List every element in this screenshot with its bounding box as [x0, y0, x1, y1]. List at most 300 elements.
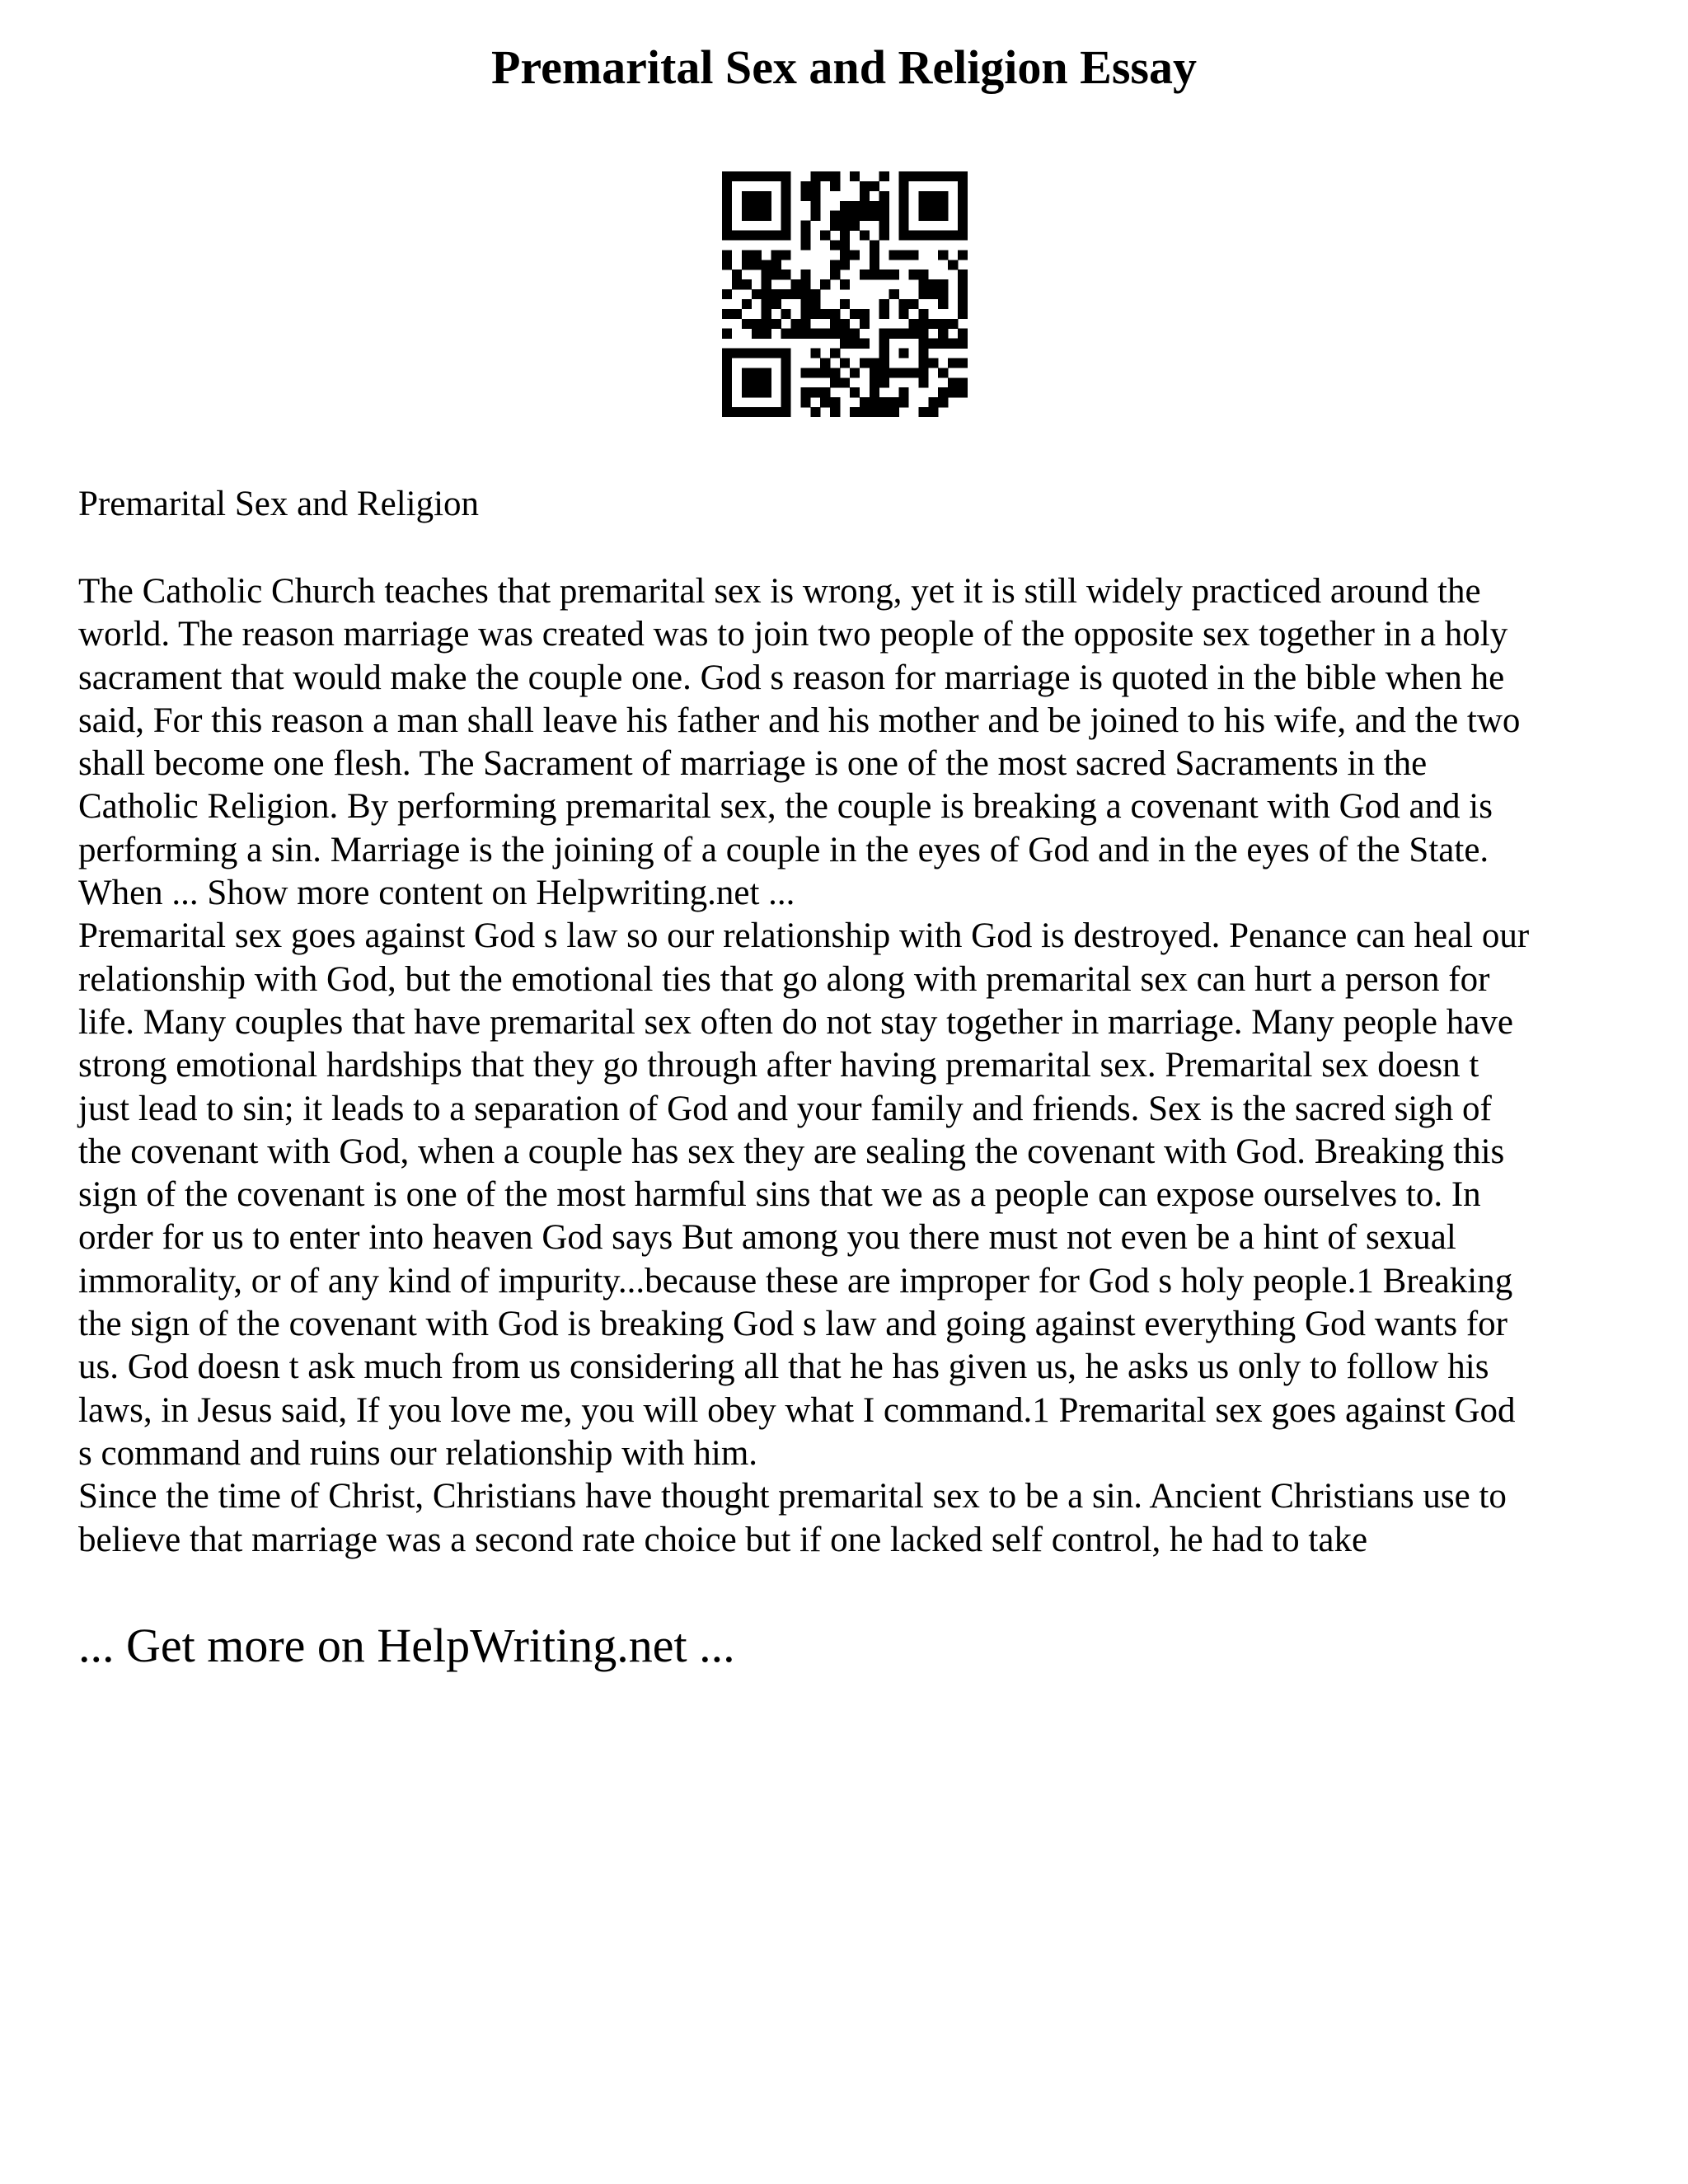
qr-module [948, 377, 958, 387]
body-line: said, For this reason a man shall leave his father and his mother and be joined to his wife, and the two [78, 701, 1521, 740]
qr-module [860, 181, 870, 191]
qr-module [840, 358, 850, 368]
qr-module [958, 201, 968, 211]
qr-module [742, 171, 752, 181]
qr-module [752, 171, 762, 181]
qr-module [800, 289, 810, 299]
body-line: us. God doesn t ask much from us considering all that he has given us, he asks us only to follow his [78, 1347, 1489, 1387]
qr-module [918, 309, 928, 319]
body-line: believe that marriage was a second rate choice but if one lacked self control, he had to take [78, 1520, 1368, 1559]
qr-module [781, 231, 791, 241]
qr-module [790, 279, 800, 289]
qr-module [908, 171, 918, 181]
qr-module [908, 368, 918, 377]
qr-module [830, 181, 840, 191]
qr-module [800, 231, 810, 241]
qr-module [762, 319, 771, 329]
qr-module [781, 309, 791, 319]
qr-module [800, 191, 810, 201]
qr-module [840, 339, 850, 349]
qr-module [820, 231, 830, 241]
qr-module [781, 407, 791, 417]
qr-module [771, 299, 781, 309]
qr-module [899, 171, 909, 181]
qr-module [722, 349, 732, 359]
qr-module [722, 377, 732, 387]
qr-module [889, 250, 899, 260]
qr-module [840, 231, 850, 241]
qr-module [918, 339, 928, 349]
qr-module [742, 299, 752, 309]
qr-module [850, 407, 860, 417]
qr-module [918, 358, 928, 368]
qr-module [879, 211, 889, 221]
get-more-link[interactable]: ... Get more on HelpWriting.net ... [78, 1619, 735, 1672]
qr-module [840, 329, 850, 339]
qr-module [870, 269, 879, 279]
qr-module [800, 221, 810, 231]
qr-module [762, 329, 771, 339]
qr-module [781, 269, 791, 279]
qr-module [742, 407, 752, 417]
qr-module [918, 201, 928, 211]
qr-module [879, 358, 889, 368]
qr-module [860, 231, 870, 241]
qr-module [810, 387, 820, 397]
qr-module [800, 319, 810, 329]
qr-module [879, 339, 889, 349]
qr-module [820, 329, 830, 339]
qr-module [899, 231, 909, 241]
qr-module [958, 309, 968, 319]
qr-module [752, 319, 762, 329]
qr-module [830, 269, 840, 279]
qr-module [908, 329, 918, 339]
body-line[interactable]: When ... Show more content on Helpwriting.net ... [78, 874, 795, 913]
qr-module [948, 339, 958, 349]
qr-module [938, 299, 948, 309]
qr-module [879, 329, 889, 339]
qr-module [870, 260, 879, 269]
qr-module [762, 231, 771, 241]
qr-module [928, 358, 938, 368]
qr-module [850, 221, 860, 231]
qr-module [899, 397, 909, 407]
qr-module [840, 299, 850, 309]
qr-module [800, 181, 810, 191]
qr-module [820, 309, 830, 319]
qr-module [742, 201, 752, 211]
qr-module [918, 349, 928, 359]
qr-module [742, 377, 752, 387]
qr-module [860, 407, 870, 417]
qr-module [722, 358, 732, 368]
qr-module [830, 240, 840, 250]
qr-module [771, 231, 781, 241]
qr-module [752, 329, 762, 339]
qr-module [830, 211, 840, 221]
qr-module [790, 319, 800, 329]
qr-module [752, 289, 762, 299]
qr-module [771, 171, 781, 181]
qr-module [781, 250, 791, 260]
qr-module [938, 191, 948, 201]
qr-module [722, 231, 732, 241]
qr-module [928, 289, 938, 299]
qr-module [870, 407, 879, 417]
qr-module [830, 171, 840, 181]
qr-module [938, 329, 948, 339]
qr-module [830, 407, 840, 417]
qr-module [870, 387, 879, 397]
qr-module [820, 171, 830, 181]
qr-module [800, 368, 810, 377]
qr-module [918, 279, 928, 289]
qr-module [899, 201, 909, 211]
qr-module [810, 171, 820, 181]
qr-module [800, 387, 810, 397]
qr-module [830, 377, 840, 387]
qr-module [752, 377, 762, 387]
qr-module [870, 397, 879, 407]
qr-module [752, 387, 762, 397]
qr-module [742, 231, 752, 241]
qr-module [889, 397, 899, 407]
qr-module [899, 329, 909, 339]
qr-module [820, 387, 830, 397]
qr-module [899, 211, 909, 221]
qr-module [781, 191, 791, 201]
qr-module [938, 339, 948, 349]
body-line: relationship with God, but the emotional ties that go along with premarital sex can hurt a person for [78, 959, 1490, 999]
qr-module [948, 358, 958, 368]
qr-module [762, 289, 771, 299]
qr-module [879, 191, 889, 201]
qr-module [879, 171, 889, 181]
qr-module [752, 407, 762, 417]
qr-module [928, 171, 938, 181]
qr-module [722, 289, 732, 299]
essay-body [78, 570, 1628, 1562]
qr-module [879, 349, 889, 359]
body-line: sacrament that would make the couple one. God s reason for marriage is quoted in the bible when he [78, 658, 1505, 697]
qr-module [771, 260, 781, 269]
body-line: life. Many couples that have premarital sex often do not stay together in marriage. Many people have [78, 1002, 1513, 1042]
qr-module [840, 260, 850, 269]
qr-module [732, 407, 742, 417]
qr-module [810, 181, 820, 191]
qr-module [840, 377, 850, 387]
qr-module [860, 211, 870, 221]
qr-module [928, 231, 938, 241]
body-line: strong emotional hardships that they go through after having premarital sex. Premarital sex doesn t [78, 1046, 1479, 1085]
qr-module [928, 191, 938, 201]
qr-module [938, 211, 948, 221]
qr-module [752, 231, 762, 241]
qr-module [781, 368, 791, 377]
body-line: sign of the covenant is one of the most harmful sins that we as a people can expose ourselves to. In [78, 1175, 1481, 1215]
qr-module [752, 349, 762, 359]
qr-module [742, 260, 752, 269]
qr-module [928, 319, 938, 329]
qr-module [918, 289, 928, 299]
qr-module [742, 279, 752, 289]
qr-module [762, 191, 771, 201]
qr-module [850, 329, 860, 339]
body-line: order for us to enter into heaven God says But among you there must not even be a hint of sexual [78, 1218, 1456, 1258]
qr-module [820, 358, 830, 368]
qr-module [781, 358, 791, 368]
qr-module [771, 349, 781, 359]
qr-module [722, 171, 732, 181]
qr-code-icon [722, 171, 968, 417]
qr-module [948, 387, 958, 397]
qr-module [722, 201, 732, 211]
qr-module [732, 279, 742, 289]
qr-module [918, 377, 928, 387]
qr-module [781, 201, 791, 211]
qr-module [889, 269, 899, 279]
qr-module [879, 299, 889, 309]
qr-module [781, 349, 791, 359]
qr-module [800, 240, 810, 250]
qr-module [850, 171, 860, 181]
qr-module [908, 269, 918, 279]
qr-module [918, 407, 928, 417]
qr-module [722, 397, 732, 407]
qr-module [860, 397, 870, 407]
qr-module [938, 387, 948, 397]
qr-module [790, 329, 800, 339]
qr-module [722, 211, 732, 221]
qr-module [840, 211, 850, 221]
qr-module [870, 181, 879, 191]
qr-module [762, 349, 771, 359]
qr-module [899, 387, 909, 397]
qr-module [958, 231, 968, 241]
qr-module [800, 397, 810, 407]
qr-module [938, 201, 948, 211]
qr-module [830, 368, 840, 377]
qr-module [722, 250, 732, 260]
qr-module [771, 269, 781, 279]
qr-module [722, 181, 732, 191]
qr-module [762, 299, 771, 309]
qr-module [889, 407, 899, 417]
qr-module [870, 201, 879, 211]
qr-module [732, 231, 742, 241]
qr-module [762, 387, 771, 397]
qr-module [938, 279, 948, 289]
qr-module [899, 299, 909, 309]
qr-module [928, 279, 938, 289]
qr-module [830, 260, 840, 269]
qr-module [771, 289, 781, 299]
qr-module [908, 250, 918, 260]
qr-module [918, 231, 928, 241]
qr-module [938, 319, 948, 329]
qr-module [879, 407, 889, 417]
qr-module [870, 377, 879, 387]
qr-module [840, 279, 850, 289]
qr-module [870, 240, 879, 250]
qr-module [899, 191, 909, 201]
qr-module [722, 407, 732, 417]
qr-module [860, 339, 870, 349]
qr-module [810, 201, 820, 211]
qr-module [742, 250, 752, 260]
body-line: shall become one flesh. The Sacrament of marriage is one of the most sacred Sacraments in the [78, 744, 1428, 784]
qr-module [722, 221, 732, 231]
qr-module [742, 368, 752, 377]
body-line: Since the time of Christ, Christians have thought premarital sex to be a sin. Ancient Christians use to [78, 1477, 1507, 1516]
qr-module [752, 368, 762, 377]
qr-module [860, 269, 870, 279]
qr-module [850, 368, 860, 377]
qr-module [958, 171, 968, 181]
body-line: The Catholic Church teaches that premarital sex is wrong, yet it is still widely practiced around the [78, 572, 1481, 611]
qr-module [781, 181, 791, 191]
qr-module [879, 201, 889, 211]
qr-module [870, 250, 879, 260]
qr-module [830, 397, 840, 407]
qr-module [938, 397, 948, 407]
qr-module [850, 387, 860, 397]
qr-module [790, 289, 800, 299]
qr-module [938, 289, 948, 299]
qr-module [830, 221, 840, 231]
qr-module [889, 368, 899, 377]
qr-module [850, 201, 860, 211]
qr-module [958, 387, 968, 397]
qr-module [958, 299, 968, 309]
qr-module [742, 319, 752, 329]
qr-module [879, 231, 889, 241]
qr-module [928, 407, 938, 417]
qr-module [860, 191, 870, 201]
qr-module [899, 309, 909, 319]
qr-module [918, 319, 928, 329]
qr-module [958, 279, 968, 289]
qr-module [948, 260, 958, 269]
qr-module [879, 368, 889, 377]
qr-module [762, 407, 771, 417]
qr-module [762, 260, 771, 269]
qr-module [840, 221, 850, 231]
qr-module [918, 191, 928, 201]
qr-module [840, 250, 850, 260]
qr-module [860, 309, 870, 319]
qr-module [742, 387, 752, 397]
body-line: the covenant with God, when a couple has sex they are sealing the covenant with God. Breaking this [78, 1132, 1505, 1171]
qr-module [762, 368, 771, 377]
qr-module [850, 211, 860, 221]
body-line: just lead to sin; it leads to a separation of God and your family and friends. Sex is the sacred sigh of [78, 1089, 1492, 1128]
qr-module [870, 211, 879, 221]
page-title: Premarital Sex and Religion Essay [490, 40, 1198, 94]
qr-module [810, 368, 820, 377]
qr-module [879, 309, 889, 319]
qr-module [918, 171, 928, 181]
qr-module [850, 339, 860, 349]
qr-module [889, 289, 899, 299]
qr-module [810, 191, 820, 201]
qr-module [771, 250, 781, 260]
qr-module [899, 349, 909, 359]
qr-module [820, 368, 830, 377]
body-line: performing a sin. Marriage is the joining of a couple in the eyes of God and in the eyes of the State. [78, 830, 1489, 869]
qr-module [879, 221, 889, 231]
qr-module [948, 171, 958, 181]
qr-module [781, 397, 791, 407]
qr-module [762, 171, 771, 181]
qr-module [771, 407, 781, 417]
qr-module [889, 329, 899, 339]
qr-module [948, 231, 958, 241]
qr-module [762, 201, 771, 211]
qr-module [752, 191, 762, 201]
qr-module [830, 319, 840, 329]
qr-module [879, 397, 889, 407]
qr-module [958, 250, 968, 260]
qr-module [762, 211, 771, 221]
body-line: laws, in Jesus said, If you love me, you will obey what I command.1 Premarital sex goes against God [78, 1390, 1516, 1430]
qr-module [899, 181, 909, 191]
qr-module [918, 211, 928, 221]
qr-module [850, 309, 860, 319]
body-line: world. The reason marriage was created was to join two people of the opposite sex together in a holy [78, 615, 1508, 654]
qr-module [928, 211, 938, 221]
qr-module [928, 397, 938, 407]
qr-module [938, 368, 948, 377]
qr-module [908, 319, 918, 329]
qr-module [810, 349, 820, 359]
body-line: Catholic Religion. By performing premarital sex, the couple is breaking a covenant with God and is [78, 787, 1493, 827]
qr-module [958, 358, 968, 368]
qr-module [840, 240, 850, 250]
qr-module [879, 377, 889, 387]
qr-module [722, 260, 732, 269]
body-line: Premarital sex goes against God s law so our relationship with God is destroyed. Penance can heal our [78, 916, 1530, 956]
qr-module [958, 269, 968, 279]
qr-module [762, 377, 771, 387]
qr-module [781, 171, 791, 181]
qr-module [752, 211, 762, 221]
qr-module [830, 309, 840, 319]
qr-module [840, 319, 850, 329]
qr-module [928, 339, 938, 349]
qr-module [781, 377, 791, 387]
qr-module [800, 279, 810, 289]
qr-module [958, 329, 968, 339]
qr-module [870, 358, 879, 368]
qr-module [762, 279, 771, 289]
qr-module [899, 250, 909, 260]
qr-module [820, 279, 830, 289]
qr-module [722, 309, 732, 319]
qr-module [958, 211, 968, 221]
qr-module [771, 319, 781, 329]
qr-module [732, 309, 742, 319]
qr-module [732, 349, 742, 359]
qr-module [752, 250, 762, 260]
qr-module [722, 329, 732, 339]
qr-module [899, 221, 909, 231]
qr-module [762, 269, 771, 279]
qr-module [938, 231, 948, 241]
qr-module [860, 201, 870, 211]
qr-module [958, 181, 968, 191]
